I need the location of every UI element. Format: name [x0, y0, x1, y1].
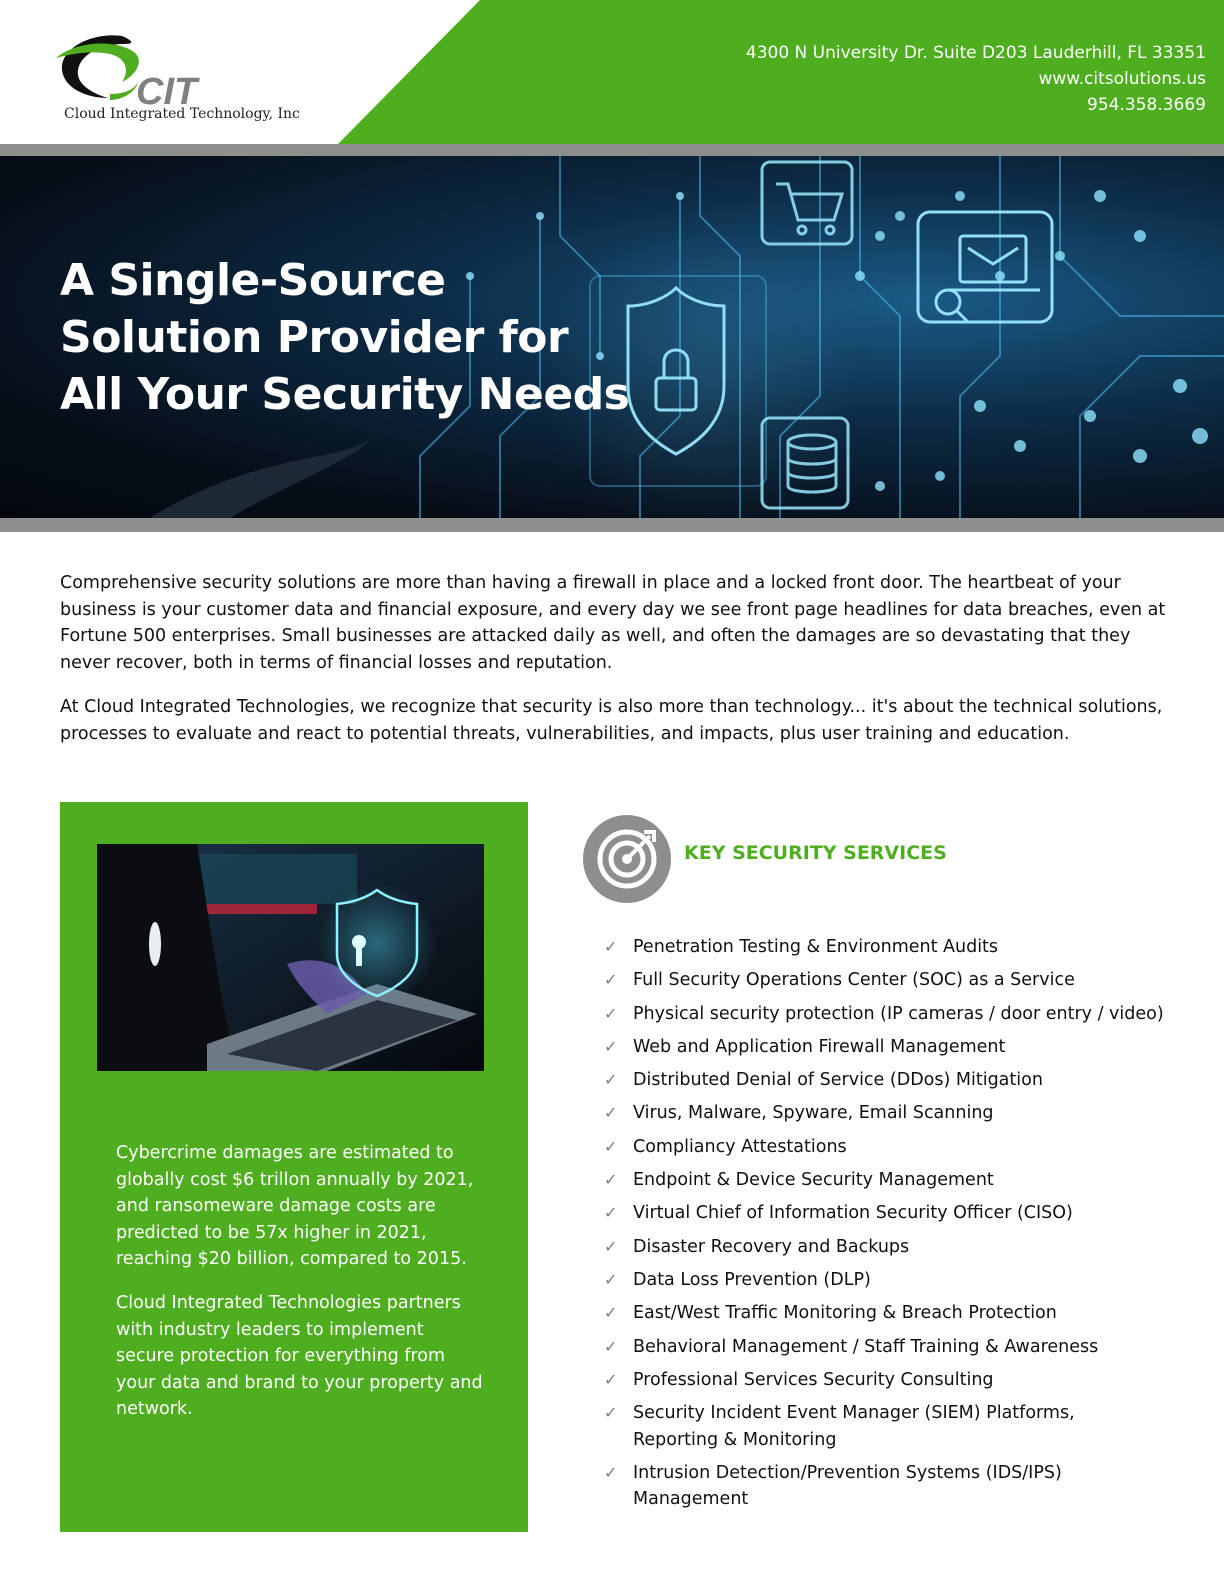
checkmark-icon: ✓: [604, 1103, 618, 1123]
services-list: [604, 934, 1164, 1520]
checkmark-icon: ✓: [604, 1462, 618, 1482]
checkmark-icon: ✓: [604, 1036, 618, 1056]
service-item: [604, 1167, 1164, 1194]
company-name: Cloud Integrated Technology, Inc: [64, 106, 300, 122]
divider-bar-top: [0, 144, 1224, 156]
checkmark-icon: ✓: [604, 1136, 618, 1156]
checkmark-icon: ✓: [604, 1003, 618, 1023]
service-item-label: Distributed Denial of Service (DDos) Mitigation: [633, 1070, 1043, 1091]
service-item-label: Endpoint & Device Security Management: [633, 1170, 994, 1191]
page-header: [0, 0, 1224, 144]
cit-swoosh-icon: [52, 30, 252, 110]
checkmark-icon: ✓: [604, 1303, 618, 1323]
service-item-label: Data Loss Prevention (DLP): [633, 1269, 871, 1290]
checkmark-icon: ✓: [604, 1070, 618, 1090]
hero-title: [60, 252, 629, 423]
service-item-label: Security Incident Event Manager (SIEM) Platforms, Reporting & Monitoring: [633, 1403, 1075, 1450]
intro-paragraph-2: At Cloud Integrated Technologies, we recognize that security is also more than technology... it's about the technical solutions, processes to evaluate and react to potential threats, vulnerabilities, and impacts, plus user training and education.: [60, 697, 1163, 744]
service-item: [604, 1100, 1164, 1127]
panel-paragraph-2: Cloud Integrated Technologies partners with industry leaders to implement secure protection for everything from your data and brand to your property and network.: [116, 1293, 483, 1419]
service-item-label: Compliancy Attestations: [633, 1136, 847, 1157]
service-item-label: East/West Traffic Monitoring & Breach Protection: [633, 1303, 1057, 1324]
panel-paragraph-1: Cybercrime damages are estimated to globally cost $6 trillon annually by 2021, and ransomeware damage costs are predicted to be 57x higher in 2021, reaching $20 billion, compared to 2015.: [116, 1143, 474, 1269]
logo-acronym: CIT: [136, 71, 198, 110]
hero-title-line: All Your Security Needs: [60, 369, 630, 420]
checkmark-icon: ✓: [604, 970, 618, 990]
service-item-label: Behavioral Management / Staff Training & Awareness: [633, 1336, 1099, 1357]
hero-banner: [0, 156, 1224, 518]
service-item: [604, 934, 1164, 961]
service-item: [604, 1001, 1164, 1028]
service-item-label: Physical security protection (IP cameras / door entry / video): [633, 1003, 1164, 1024]
website-link[interactable]: www.citsolutions.us: [1038, 69, 1206, 89]
checkmark-icon: ✓: [604, 1336, 618, 1356]
checkmark-icon: ✓: [604, 1269, 618, 1289]
service-item-label: Web and Application Firewall Management: [633, 1036, 1006, 1057]
service-item-label: Virtual Chief of Information Security Officer (CISO): [633, 1203, 1073, 1224]
service-item: [604, 1200, 1164, 1227]
service-item: [604, 1067, 1164, 1094]
checkmark-icon: ✓: [604, 1236, 618, 1256]
phone-number[interactable]: 954.358.3669: [1087, 95, 1206, 115]
checkmark-icon: ✓: [604, 1403, 618, 1423]
service-item-label: Disaster Recovery and Backups: [633, 1236, 910, 1257]
service-item: [604, 1334, 1164, 1361]
target-icon: [582, 814, 672, 904]
service-item: [604, 1460, 1164, 1513]
service-item: [604, 1267, 1164, 1294]
service-item: [604, 1367, 1164, 1394]
service-item-label: Penetration Testing & Environment Audits: [633, 937, 999, 957]
service-item: [604, 1034, 1164, 1061]
checkmark-icon: ✓: [604, 1170, 618, 1190]
checkmark-icon: ✓: [604, 1369, 618, 1389]
service-item-label: Full Security Operations Center (SOC) as a Service: [633, 970, 1075, 991]
service-item-label: Intrusion Detection/Prevention Systems (IDS/IPS) Management: [633, 1462, 1062, 1510]
contact-info: [746, 40, 1206, 118]
laptop-lock-image: [97, 844, 484, 1071]
service-item: [604, 1300, 1164, 1327]
laptop-security-photo: [97, 844, 484, 1071]
service-item: [604, 1134, 1164, 1161]
stats-panel: [60, 802, 528, 1532]
service-item: [604, 1234, 1164, 1261]
services-title: KEY SECURITY SERVICES: [684, 842, 947, 864]
service-item: [604, 1400, 1164, 1453]
service-item-label: Professional Services Security Consulting: [633, 1369, 994, 1390]
service-item: [604, 967, 1164, 994]
divider-bar-bottom: [0, 518, 1224, 532]
hero-title-line: A Single-Source: [60, 255, 446, 306]
checkmark-icon: ✓: [604, 937, 618, 956]
service-item-label: Virus, Malware, Spyware, Email Scanning: [633, 1103, 994, 1124]
hero-title-line: Solution Provider for: [60, 312, 569, 363]
intro-paragraph-1: Comprehensive security solutions are more than having a firewall in place and a locked front door. The heartbeat of your business is your customer data and financial exposure, and every day we see front page headlines for data breaches, even at Fortune 500 enterprises. Small businesses are attacked daily as well, and often the damages are so devastating that they never recover, both in terms of financial losses and reputation.: [60, 573, 1166, 673]
checkmark-icon: ✓: [604, 1203, 618, 1223]
address: 4300 N University Dr. Suite D203 Lauderhill, FL 33351: [745, 43, 1206, 63]
